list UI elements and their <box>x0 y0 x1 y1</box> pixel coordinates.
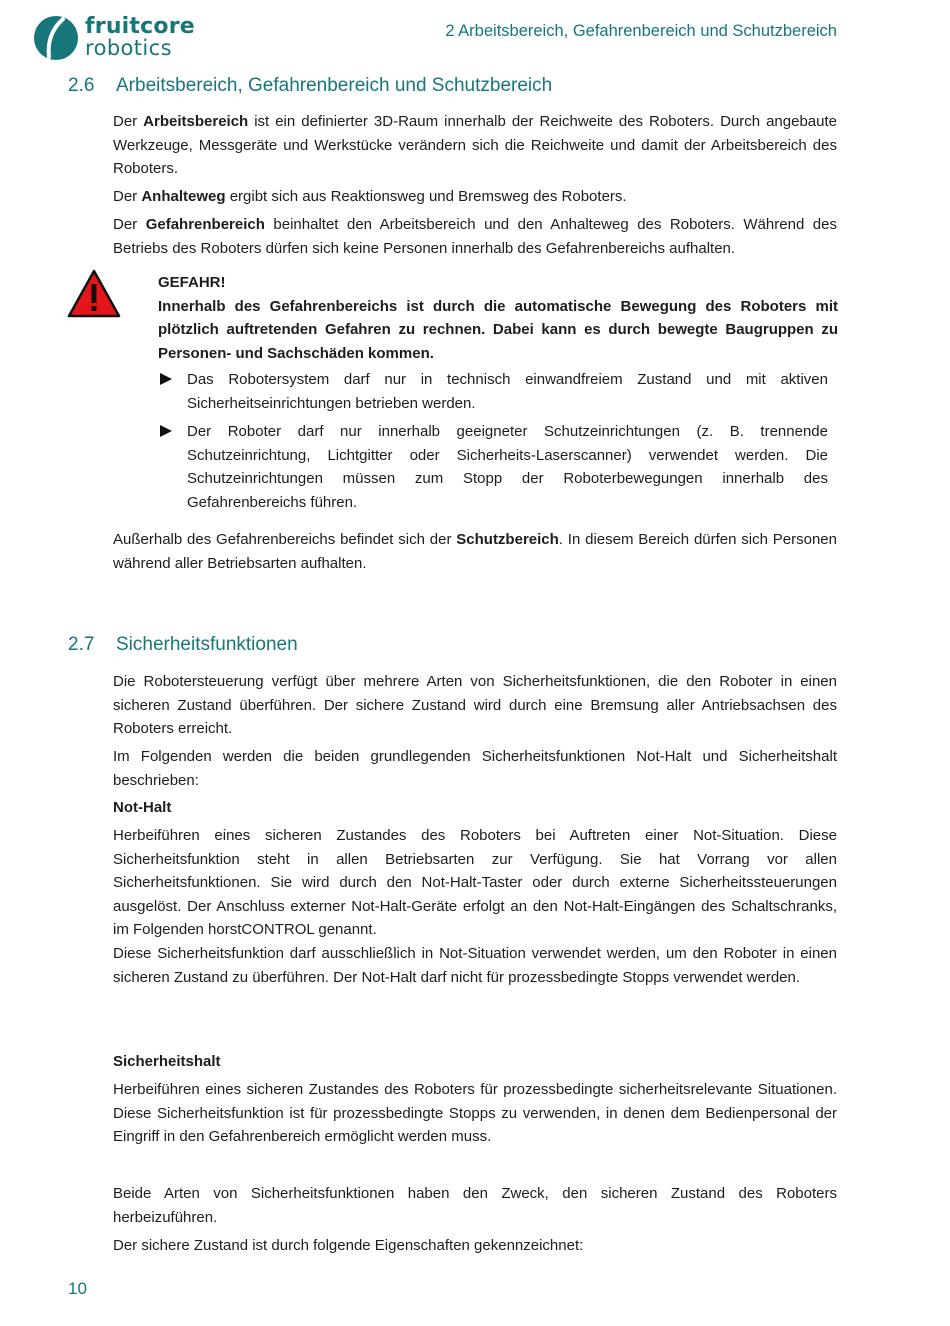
subheading-not-halt: Not-Halt <box>113 799 172 816</box>
logo-mark-icon <box>33 14 81 62</box>
term-anhalteweg: Anhalteweg <box>141 188 226 205</box>
section-title: Arbeitsbereich, Gefahrenbereich und Schutzbereich <box>116 75 553 96</box>
term-schutzbereich: Schutzbereich <box>456 531 559 548</box>
paragraph-overview: Im Folgenden werden die beiden grundlegenden Sicherheitsfunktionen Not-Halt und Sicherheitshalt beschrieben: <box>113 748 837 789</box>
warning-triangle-icon <box>66 268 122 320</box>
logo-text-line1: fruitcore <box>85 14 195 39</box>
danger-text: Innerhalb des Gefahrenbereichs ist durch die automatische Bewegung des Roboters mit plötzlich auftretenden Gefahren zu rechnen. Dabei kann es durch bewegte Baugruppen zu Personen- und Sachschäden kommen. <box>158 297 838 362</box>
danger-notice <box>158 271 838 511</box>
paragraph-intro: Die Robotersteuerung verfügt über mehrere Arten von Sicherheitsfunktionen, die den Roboter in einen sicheren Zustand überführen. Der sichere Zustand wird durch eine Bremsung aller Antriebsachsen des Roboters erreicht. <box>113 673 837 737</box>
paragraph-arbeitsbereich: Der Arbeitsbereich ist ein definierter 3D-Raum innerhalb der Reichweite des Roboters. Durch angebaute Werkzeuge, Messgeräte und Werkstücke verändern sich die Reichweite und damit der Arbeitsbereich des Roboters. <box>113 113 837 177</box>
subheading-sicherheitshalt: Sicherheitshalt <box>113 1053 221 1070</box>
term-arbeitsbereich: Arbeitsbereich <box>143 113 249 130</box>
section-number: 2.7 <box>68 634 95 655</box>
paragraph-sicherheitshalt: Herbeiführen eines sicheren Zustandes des Roboters für prozessbedingte sicherheitsrelevante Situationen. Diese Sicherheitsfunktion ist für prozessbedingte Stopps zu verwenden, in denen dem Bedienpersonal der Eingriff in den Gefahrenbereich ermöglicht werden muss. <box>113 1081 837 1145</box>
logo-text-line2: robotics <box>85 36 172 60</box>
danger-title: GEFAHR! <box>158 274 226 291</box>
page-number: 10 <box>68 1279 87 1298</box>
paragraph-schutzbereich: Außerhalb des Gefahrenbereichs befindet sich der Schutzbereich. In diesem Bereich dürfen sich Personen während aller Betriebsarten aufhalten. <box>113 531 837 572</box>
section-heading-2-6 <box>68 75 552 97</box>
bullet-arrow-icon <box>160 373 172 385</box>
paragraph-gefahrenbereich: Der Gefahrenbereich beinhaltet den Arbeitsbereich und den Anhalteweg des Roboters. Während des Betriebs des Roboters dürfen sich keine Personen innerhalb des Gefahrenbereichs aufhalten. <box>113 216 837 257</box>
company-logo <box>33 14 193 62</box>
term-gefahrenbereich: Gefahrenbereich <box>145 216 265 233</box>
paragraph-purpose: Beide Arten von Sicherheitsfunktionen haben den Zweck, den sicheren Zustand des Roboters herbeizuführen. <box>113 1185 837 1226</box>
section-heading-2-7 <box>68 634 298 656</box>
section-title: Sicherheitsfunktionen <box>116 634 298 655</box>
paragraph-not-halt: Herbeiführen eines sicheren Zustandes des Roboters bei Auftreten einer Not-Situation. Diese Sicherheitsfunktion steht in allen Betriebsarten zur Verfügung. Sie hat Vorrang vor allen Sicherheitsfunktionen. Sie wird durch den Not-Halt-Taster oder durch externe Sicherheitssteuerungen ausgelöst. Der Anschluss externer Not-Halt-Geräte erfolgt an den Not-Halt-Eingängen des Schaltschranks, im Folgenden horstCONTROL genannt. <box>113 827 837 938</box>
paragraph-anhalteweg: Der Anhalteweg ergibt sich aus Reaktionsweg und Bremsweg des Roboters. <box>113 188 627 205</box>
section-number: 2.6 <box>68 75 95 96</box>
running-header: 2 Arbeitsbereich, Gefahrenbereich und Schutzbereich <box>445 22 837 40</box>
paragraph-not-halt-usage: Diese Sicherheitsfunktion darf ausschließlich in Not-Situation verwendet werden, um den Roboter in einen sicheren Zustand zu überführen. Der Not-Halt darf nicht für prozessbedingte Stopps verwendet werden. <box>113 945 837 986</box>
list-item-text: Der Roboter darf nur innerhalb geeigneter Schutzeinrichtungen (z. B. trennende Schutzeinrichtung, Lichtgitter oder Sicherheits-Laserscanner) verwendet werden. Die Schutzeinrichtungen müssen zum Stopp der Roboterbewegungen innerhalb des Gefahrenbereichs führen. <box>187 423 828 511</box>
paragraph-safe-state: Der sichere Zustand ist durch folgende Eigenschaften gekennzeichnet: <box>113 1237 584 1254</box>
list-item-text: Das Robotersystem darf nur in technisch einwandfreiem Zustand und mit aktiven Sicherheitseinrichtungen betrieben werden. <box>187 371 828 412</box>
bullet-arrow-icon <box>160 425 172 437</box>
